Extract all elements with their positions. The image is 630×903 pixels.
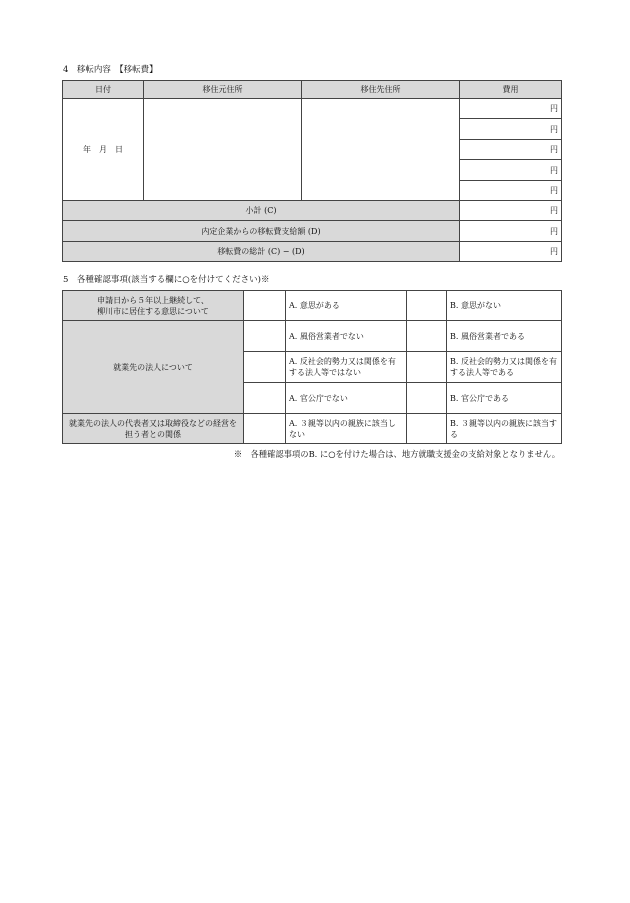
subtotal-label: 小計 (C) — [63, 201, 460, 221]
cost-field-5[interactable]: 円 — [460, 181, 562, 201]
q1-b-option: B. 意思がない — [447, 291, 562, 321]
q1-label: 申請日から５年以上継続して、 柳川市に居住する意思について — [63, 291, 244, 321]
header-from-address: 移住元住所 — [144, 81, 302, 99]
header-cost: 費用 — [460, 81, 562, 99]
q1-a-circle-cell[interactable] — [244, 291, 286, 321]
total-label: 移転費の総計 (C) − (D) — [63, 242, 460, 262]
support-amount-field[interactable]: 円 — [460, 221, 562, 242]
date-placeholder: 年 月 日 — [83, 145, 123, 154]
from-address-field[interactable] — [144, 99, 302, 201]
header-to-address: 移住先住所 — [302, 81, 460, 99]
subtotal-field[interactable]: 円 — [460, 201, 562, 221]
q2-row3-a-circle-cell[interactable] — [244, 383, 286, 414]
cost-field-3[interactable]: 円 — [460, 140, 562, 160]
section4-title: 4 移転内容 【移転費】 — [63, 65, 158, 75]
q2-row2-a-circle-cell[interactable] — [244, 352, 286, 383]
q3-label: 就業先の法人の代表者又は取締役などの経営を担う者との関係 — [63, 414, 244, 444]
to-address-field[interactable] — [302, 99, 460, 201]
q2-row1-a-option: A. 風俗営業者でない — [286, 321, 407, 352]
relocation-cost-table — [62, 80, 562, 262]
support-amount-label: 内定企業からの移転費支給額 (D) — [63, 221, 460, 242]
total-field[interactable]: 円 — [460, 242, 562, 262]
header-date: 日付 — [63, 81, 144, 99]
q3-b-option: B. ３親等以内の親族に該当する — [447, 414, 562, 444]
q2-row2-a-option: A. 反社会的勢力又は関係を有する法人等ではない — [286, 352, 407, 383]
q2-row1-a-circle-cell[interactable] — [244, 321, 286, 352]
q2-row3-b-option: B. 官公庁である — [447, 383, 562, 414]
q3-a-circle-cell[interactable] — [244, 414, 286, 444]
q1-b-circle-cell[interactable] — [407, 291, 447, 321]
q3-b-circle-cell[interactable] — [407, 414, 447, 444]
date-field[interactable] — [63, 99, 144, 201]
section5-title: 5 各種確認事項(該当する欄に○を付けてください)※ — [63, 275, 270, 285]
footnote: ※ 各種確認事項のB. に○を付けた場合は、地方就職支援金の支給対象となりません。 — [233, 449, 560, 459]
cost-field-4[interactable]: 円 — [460, 160, 562, 181]
cost-field-2[interactable]: 円 — [460, 119, 562, 140]
q2-row1-b-circle-cell[interactable] — [407, 321, 447, 352]
q3-a-option: A. ３親等以内の親族に該当しない — [286, 414, 407, 444]
confirmation-table — [62, 290, 562, 444]
q2-row3-b-circle-cell[interactable] — [407, 383, 447, 414]
q2-label: 就業先の法人について — [63, 321, 244, 414]
q2-row3-a-option: A. 官公庁でない — [286, 383, 407, 414]
q2-row2-b-circle-cell[interactable] — [407, 352, 447, 383]
q1-a-option: A. 意思がある — [286, 291, 407, 321]
cost-field-1[interactable]: 円 — [460, 99, 562, 119]
q2-row2-b-option: B. 反社会的勢力又は関係を有する法人等である — [447, 352, 562, 383]
q2-row1-b-option: B. 風俗営業者である — [447, 321, 562, 352]
